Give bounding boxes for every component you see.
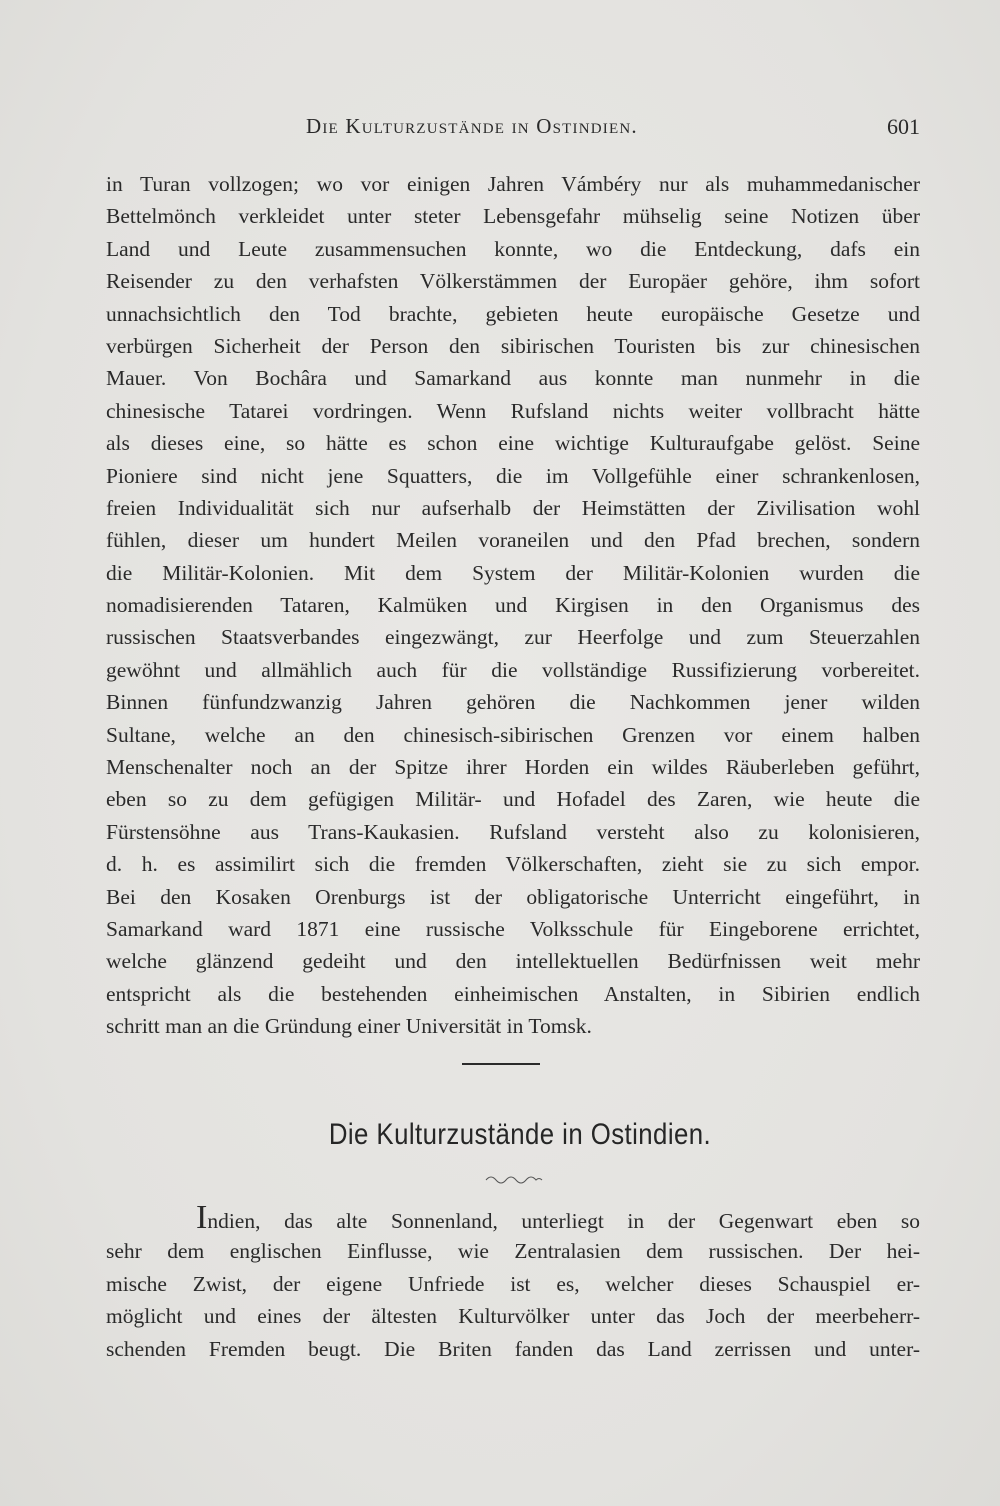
text-line: eben so zu dem gefügigen Militär- und Hofadel des Zaren, wie heute die: [106, 787, 920, 812]
text-line: fühlen, dieser um hundert Meilen voraneilen und den Pfad brechen, sondern: [106, 528, 920, 553]
section-heading: Die Kulturzustände in Ostindien.: [328, 1118, 712, 1151]
text-line: sehr dem englischen Einflusse, wie Zentralasien dem russischen. Der hei-: [106, 1239, 920, 1264]
text-line: Bei den Kosaken Orenburgs ist der obligatorische Unterricht eingeführt, in: [106, 884, 920, 909]
text-line: schritt man an die Gründung einer Universität in Tomsk.: [106, 1014, 592, 1039]
text-line: freien Individualität sich nur aufserhalb der Heimstätten der Zivilisation wohl: [106, 495, 920, 520]
running-head: [106, 114, 920, 148]
text-line: gewöhnt und allmählich auch für die vollständige Russifizierung vorbereitet.: [106, 657, 920, 682]
text-line: Menschenalter noch an der Spitze ihrer Horden ein wildes Räuberleben geführt,: [106, 755, 920, 780]
first-line-text: ndien, das alte Sonnenland, unterliegt in der Gegenwart eben so: [207, 1209, 920, 1233]
text-line: Pioniere sind nicht jene Squatters, die im Vollgefühle einer schrankenlosen,: [106, 463, 920, 488]
section-divider-rule: [462, 1063, 540, 1065]
text-line: Mauer. Von Bochâra und Samarkand aus konnte man nunmehr in die: [106, 366, 920, 391]
text-line: möglicht und eines der ältesten Kulturvölker unter das Joch der meerbeherr-: [106, 1304, 920, 1329]
text-line: die Militär-Kolonien. Mit dem System der Militär-Kolonien wurden die: [106, 560, 920, 585]
text-line: Land und Leute zusammensuchen konnte, wo die Entdeckung, dafs ein: [106, 236, 920, 261]
paragraph-section-start: [106, 1199, 920, 1365]
text-line: verbürgen Sicherheit der Person den sibirischen Touristen bis zur chinesischen: [106, 333, 920, 358]
text-line: chinesische Tatarei vordringen. Wenn Rufsland nichts weiter vollbracht hätte: [106, 398, 920, 423]
text-line: schenden Fremden beugt. Die Briten fanden das Land zerrissen und unter-: [106, 1336, 920, 1361]
page-number: 601: [887, 114, 920, 139]
text-line: entspricht als die bestehenden einheimischen Anstalten, in Sibirien endlich: [106, 981, 920, 1006]
text-line: nomadisierenden Tataren, Kalmüken und Kirgisen in den Organismus des: [106, 593, 920, 618]
text-line: Sultane, welche an den chinesisch-sibirischen Grenzen vor einem halben: [106, 722, 920, 747]
text-line: in Turan vollzogen; wo vor einigen Jahren Vámbéry nur als muhammedanischer: [106, 172, 920, 196]
text-line: Fürstensöhne aus Trans-Kaukasien. Rufsland versteht also zu kolonisieren,: [106, 819, 920, 844]
text-line: Binnen fünfundzwanzig Jahren gehören die Nachkommen jener wilden: [106, 690, 920, 715]
text-line: unnachsichtlich den Tod brachte, gebieten heute europäische Gesetze und: [106, 301, 920, 326]
initial-letter: I: [196, 1199, 208, 1236]
text-line: Samarkand ward 1871 eine russische Volksschule für Eingeborene errichtet,: [106, 916, 920, 941]
text-line: welche glänzend gedeiht und den intellektuellen Bedürfnissen weit mehr: [106, 949, 920, 974]
text-line: russischen Staatsverbandes eingezwängt, zur Heerfolge und zum Steuerzahlen: [106, 625, 920, 650]
running-title: Die Kulturzustände in Ostindien.: [306, 114, 638, 138]
text-line: Reisender zu den verhafsten Völkerstämmen der Europäer gehöre, ihm sofort: [106, 269, 920, 294]
paragraph-continued: [106, 168, 920, 1043]
text-line: mische Zwist, der eigene Unfriede ist es, welcher dieses Schauspiel er-: [106, 1271, 920, 1296]
text-line-first: [106, 1199, 920, 1236]
ornament-icon: [484, 1172, 544, 1186]
text-line: d. h. es assimilirt sich die fremden Völkerschaften, zieht sie zu sich empor.: [106, 852, 920, 877]
text-line: als dieses eine, so hätte es schon eine wichtige Kulturaufgabe gelöst. Seine: [106, 431, 920, 456]
text-line: Bettelmönch verkleidet unter steter Lebensgefahr mühselig seine Notizen über: [106, 204, 920, 229]
